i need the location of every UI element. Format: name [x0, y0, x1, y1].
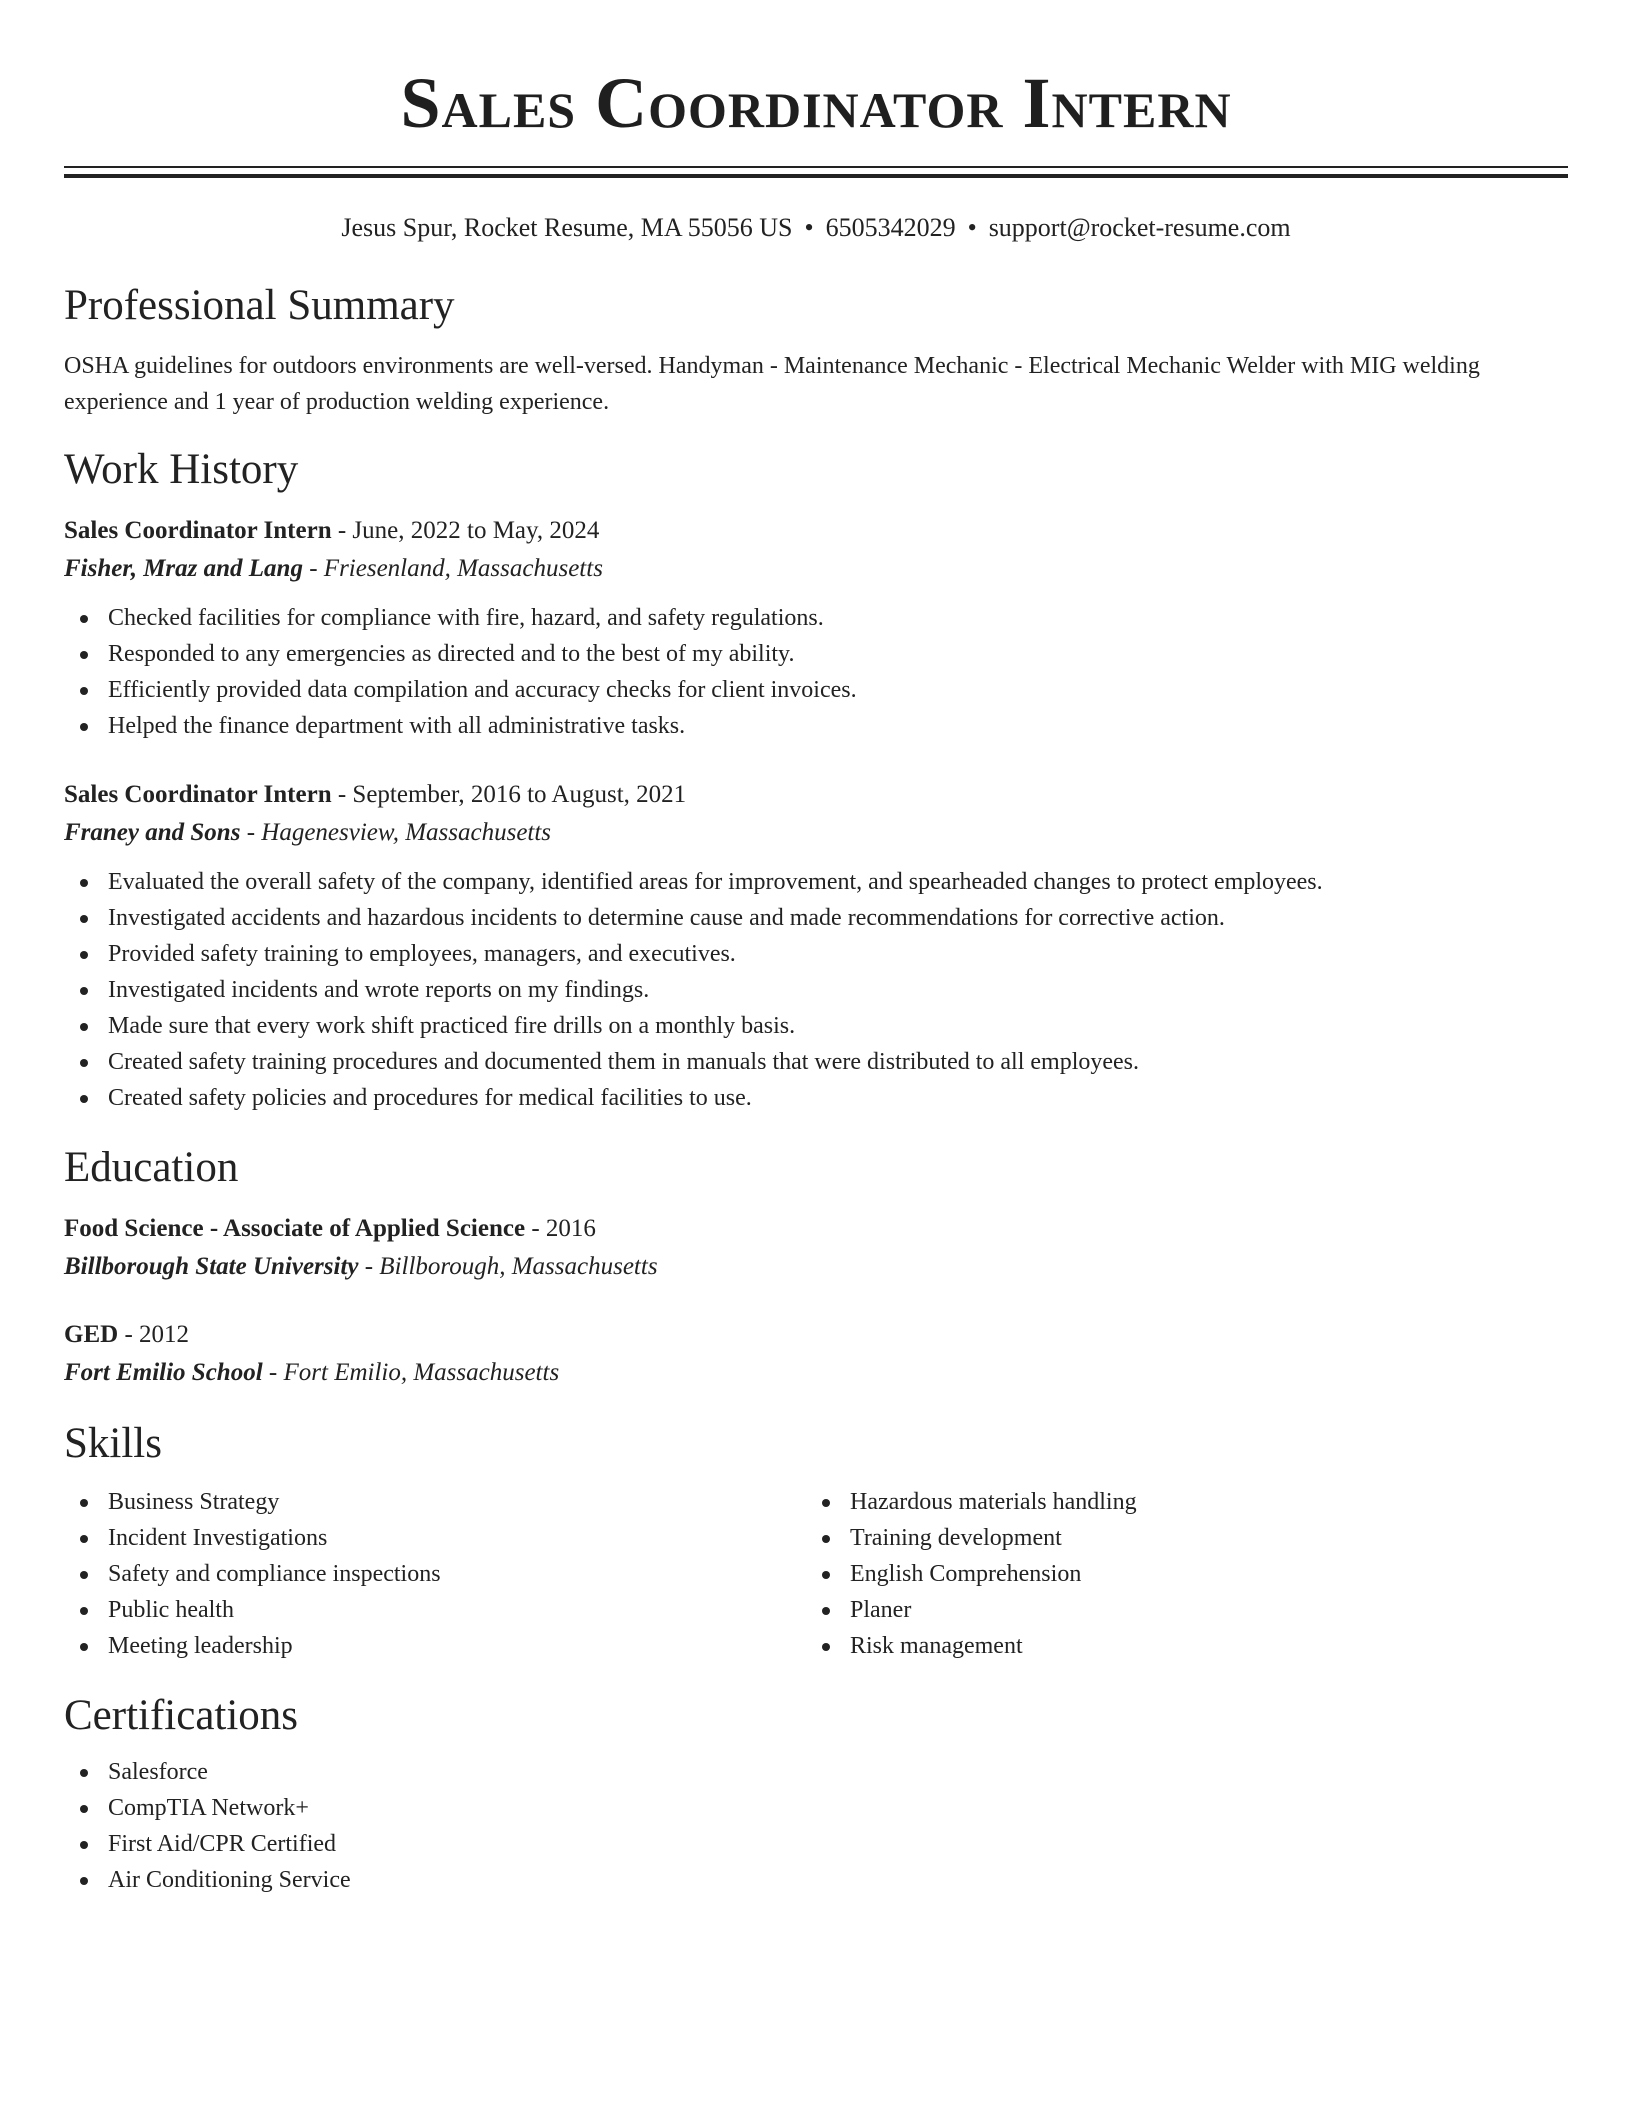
list-item: Planer — [806, 1592, 1548, 1628]
list-item: Business Strategy — [64, 1484, 806, 1520]
list-item: Investigated accidents and hazardous incidents to determine cause and made recommendations for corrective action. — [64, 900, 1568, 936]
job-header — [64, 776, 1568, 814]
contact-line — [64, 212, 1568, 244]
list-item: Safety and compliance inspections — [64, 1556, 806, 1592]
resume-title: Sales Coordinator Intern — [400, 63, 1232, 143]
list-item: Created safety training procedures and documented them in manuals that were distributed to all employees. — [64, 1044, 1568, 1080]
list-item: Created safety policies and procedures for medical facilities to use. — [64, 1080, 1568, 1116]
education-entry — [64, 1316, 1568, 1392]
job-location: - Hagenesview, Massachusetts — [240, 819, 552, 846]
title-divider-thick — [64, 174, 1568, 178]
list-item: Incident Investigations — [64, 1520, 806, 1556]
education-degree: Food Science - Associate of Applied Science — [64, 1215, 526, 1242]
list-item: English Comprehension — [806, 1556, 1548, 1592]
education-location: - Billborough, Massachusetts — [358, 1253, 658, 1280]
job-company: Franey and Sons — [64, 819, 241, 846]
list-item: Training development — [806, 1520, 1548, 1556]
certifications-list — [64, 1754, 1568, 1898]
title-divider-thin — [64, 166, 1568, 168]
contact-separator: • — [967, 213, 977, 242]
list-item: Air Conditioning Service — [64, 1862, 1568, 1898]
resume-page — [64, 0, 1568, 1898]
list-item: Made sure that every work shift practiced fire drills on a monthly basis. — [64, 1008, 1568, 1044]
contact-separator: • — [804, 213, 814, 242]
list-item: Meeting leadership — [64, 1628, 806, 1664]
job-bullets — [64, 864, 1568, 1116]
education-year: - 2016 — [525, 1215, 596, 1242]
contact-email: support@rocket-resume.com — [988, 213, 1291, 242]
contact-address: Jesus Spur, Rocket Resume, MA 55056 US — [341, 213, 793, 242]
job-company-line — [64, 814, 1568, 852]
job-header — [64, 512, 1568, 550]
list-item: Investigated incidents and wrote reports on my findings. — [64, 972, 1568, 1008]
education-degree: GED — [64, 1321, 119, 1348]
education-header — [64, 1316, 1568, 1354]
job-bullets — [64, 600, 1568, 744]
education-heading: Education — [64, 1144, 239, 1191]
education-school: Billborough State University — [64, 1253, 359, 1280]
certifications-heading: Certifications — [64, 1692, 299, 1739]
job-company-line — [64, 550, 1568, 588]
list-item: Risk management — [806, 1628, 1548, 1664]
skills-list-left — [64, 1484, 806, 1664]
education-school-line — [64, 1248, 1568, 1286]
work-history-heading: Work History — [64, 446, 299, 493]
education-entry — [64, 1210, 1568, 1286]
job-entry — [64, 512, 1568, 744]
list-item: Evaluated the overall safety of the company, identified areas for improvement, and spearheaded changes to protect employees. — [64, 864, 1568, 900]
list-item: Responded to any emergencies as directed and to the best of my ability. — [64, 636, 1568, 672]
contact-phone: 6505342029 — [825, 213, 956, 242]
education-header — [64, 1210, 1568, 1248]
job-location: - Friesenland, Massachusetts — [302, 555, 603, 582]
summary-heading: Professional Summary — [64, 282, 455, 329]
skills-list-right — [806, 1484, 1548, 1664]
skills-heading: Skills — [64, 1420, 162, 1467]
education-school: Fort Emilio School — [64, 1359, 263, 1386]
skills-columns — [64, 1484, 1568, 1664]
list-item: Public health — [64, 1592, 806, 1628]
job-role: Sales Coordinator Intern — [64, 781, 332, 808]
education-year: - 2012 — [118, 1321, 190, 1348]
job-role: Sales Coordinator Intern — [64, 517, 332, 544]
education-location: - Fort Emilio, Massachusetts — [262, 1359, 560, 1386]
list-item: Efficiently provided data compilation and accuracy checks for client invoices. — [64, 672, 1568, 708]
list-item: Salesforce — [64, 1754, 1568, 1790]
list-item: First Aid/CPR Certified — [64, 1826, 1568, 1862]
education-school-line — [64, 1354, 1568, 1392]
job-entry — [64, 776, 1568, 1116]
list-item: Provided safety training to employees, managers, and executives. — [64, 936, 1568, 972]
list-item: Hazardous materials handling — [806, 1484, 1548, 1520]
job-dates: - June, 2022 to May, 2024 — [331, 517, 600, 544]
job-dates: - September, 2016 to August, 2021 — [331, 781, 687, 808]
list-item: CompTIA Network+ — [64, 1790, 1568, 1826]
list-item: Helped the finance department with all administrative tasks. — [64, 708, 1568, 744]
job-company: Fisher, Mraz and Lang — [64, 555, 303, 582]
list-item: Checked facilities for compliance with fire, hazard, and safety regulations. — [64, 600, 1568, 636]
summary-text: OSHA guidelines for outdoors environments are well-versed. Handyman - Maintenance Mechanic - Electrical Mechanic Welder with MIG welding experience and 1 year of production welding experience. — [64, 353, 1480, 415]
